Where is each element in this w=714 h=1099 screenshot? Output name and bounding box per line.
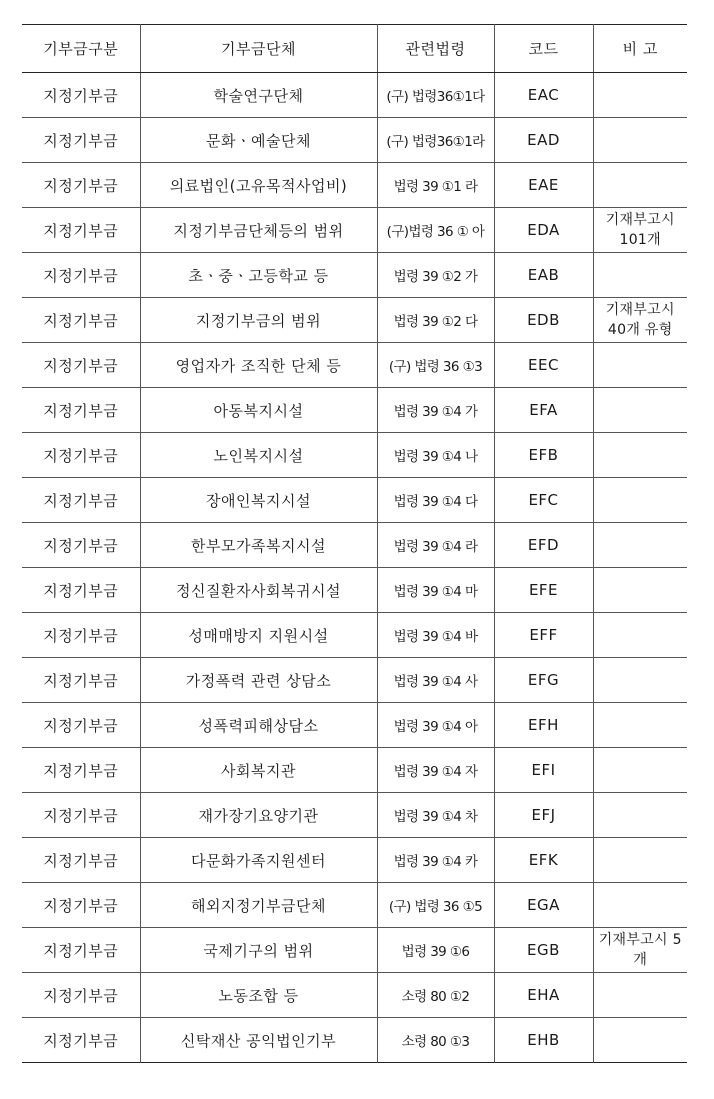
table-row [22, 973, 687, 1018]
donation-code-table [22, 24, 687, 1063]
category-cell: 지정기부금 [22, 388, 140, 433]
category-cell: 지정기부금 [22, 748, 140, 793]
note-cell [593, 613, 687, 658]
category-cell: 지정기부금 [22, 613, 140, 658]
organization-cell: 다문화가족지원센터 [140, 838, 377, 883]
code-cell: EHB [494, 1018, 593, 1063]
organization-cell: 해외지정기부금단체 [140, 883, 377, 928]
table-row [22, 478, 687, 523]
category-cell: 지정기부금 [22, 883, 140, 928]
category-cell: 지정기부금 [22, 658, 140, 703]
category-cell: 지정기부금 [22, 73, 140, 118]
organization-cell: 노인복지시설 [140, 433, 377, 478]
note-cell [593, 118, 687, 163]
code-cell: EFD [494, 523, 593, 568]
table-row [22, 298, 687, 343]
note-cell [593, 163, 687, 208]
code-cell: EGA [494, 883, 593, 928]
organization-cell: 노동조합 등 [140, 973, 377, 1018]
table-row [22, 523, 687, 568]
code-cell: EAD [494, 118, 593, 163]
category-cell: 지정기부금 [43, 1031, 119, 1050]
category-cell: 지정기부금 [22, 703, 140, 748]
note-cell [593, 433, 687, 478]
code-cell: EDA [494, 208, 593, 253]
table-row [22, 433, 687, 478]
organization-cell: 의료법인(고유목적사업비) [140, 163, 377, 208]
law-cell: 법령 39 ①1 라 [377, 163, 494, 208]
table-row [22, 703, 687, 748]
category-cell: 지정기부금 [22, 298, 140, 343]
table-row [22, 748, 687, 793]
law-cell: (구) 법령36①1라 [377, 118, 494, 163]
code-cell: EFK [494, 838, 593, 883]
code-cell: EEC [494, 343, 593, 388]
law-cell: 법령 39 ①4 아 [377, 703, 494, 748]
category-cell: 지정기부금 [22, 928, 140, 973]
header-row [22, 25, 687, 73]
law-cell: 소령 80 ①2 [377, 973, 494, 1018]
category-cell: 지정기부금 [22, 118, 140, 163]
note-cell [593, 478, 687, 523]
category-cell: 지정기부금 [22, 838, 140, 883]
table-row [22, 1018, 687, 1063]
category-cell: 지정기부금 [22, 163, 140, 208]
table-row [22, 343, 687, 388]
code-cell: EFF [494, 613, 593, 658]
organization-cell: 영업자가 조직한 단체 등 [140, 343, 377, 388]
code-cell: EFH [494, 703, 593, 748]
law-cell: 소령 80 ①3 [377, 1018, 494, 1063]
header-note: 비 고 [593, 25, 687, 73]
table-row [22, 73, 687, 118]
law-cell: 법령 39 ①4 라 [377, 523, 494, 568]
law-cell: 법령 39 ①4 마 [377, 568, 494, 613]
table-row [22, 253, 687, 298]
code-cell: EFJ [494, 793, 593, 838]
code-cell: EAC [494, 73, 593, 118]
code-cell: EFA [494, 388, 593, 433]
category-cell: 지정기부금 [22, 568, 140, 613]
category-cell: 지정기부금 [22, 523, 140, 568]
organization-cell: 사회복지관 [140, 748, 377, 793]
note-cell [593, 343, 687, 388]
header-law: 관련법령 [377, 25, 494, 73]
table-row [22, 793, 687, 838]
header-organization: 기부금단체 [140, 25, 377, 73]
code-cell: EFE [494, 568, 593, 613]
table-row [22, 208, 687, 253]
table-row [22, 883, 687, 928]
organization-cell: 지정기부금의 범위 [140, 298, 377, 343]
organization-cell: 국제기구의 범위 [140, 928, 377, 973]
table-header [22, 25, 687, 73]
law-cell: 법령 39 ①2 가 [377, 253, 494, 298]
law-cell: (구) 법령 36 ①3 [377, 343, 494, 388]
law-cell: 법령 39 ①4 사 [377, 658, 494, 703]
category-cell: 지정기부금 [22, 793, 140, 838]
organization-cell: 아동복지시설 [140, 388, 377, 433]
law-cell: 법령 39 ①2 다 [377, 298, 494, 343]
law-cell: 법령 39 ①4 나 [377, 433, 494, 478]
code-cell: EHA [494, 973, 593, 1018]
category-cell: 지정기부금 [22, 973, 140, 1018]
code-cell: EFC [494, 478, 593, 523]
note-cell [593, 658, 687, 703]
law-cell: 법령 39 ①4 다 [377, 478, 494, 523]
table-row [22, 613, 687, 658]
law-cell: 법령 39 ①4 바 [377, 613, 494, 658]
code-cell: EGB [494, 928, 593, 973]
law-cell: 법령 39 ①4 차 [377, 793, 494, 838]
code-cell: EDB [494, 298, 593, 343]
organization-cell: 초ㆍ중ㆍ고등학교 등 [140, 253, 377, 298]
organization-cell: 성매매방지 지원시설 [140, 613, 377, 658]
code-cell: EFB [494, 433, 593, 478]
organization-cell: 지정기부금단체등의 범위 [140, 208, 377, 253]
law-cell: 법령 39 ①4 자 [377, 748, 494, 793]
note-cell: 기재부고시 5개 [593, 928, 687, 973]
note-cell [593, 73, 687, 118]
note-cell: 기재부고시 101개 [593, 208, 687, 253]
organization-cell: 재가장기요양기관 [140, 793, 377, 838]
table-row [22, 118, 687, 163]
organization-cell: 신탁재산 공익법인기부 [140, 1018, 377, 1063]
category-cell: 지정기부금 [22, 478, 140, 523]
category-cell: 지정기부금 [22, 208, 140, 253]
organization-cell: 가정폭력 관련 상담소 [140, 658, 377, 703]
note-cell [593, 883, 687, 928]
note-cell [593, 838, 687, 883]
note-cell [593, 253, 687, 298]
organization-cell: 성폭력피해상담소 [140, 703, 377, 748]
organization-cell: 정신질환자사회복귀시설 [140, 568, 377, 613]
organization-cell: 한부모가족복지시설 [140, 523, 377, 568]
note-cell: 기재부고시 40개 유형 [593, 298, 687, 343]
header-category: 기부금구분 [22, 25, 140, 73]
law-cell: 법령 39 ①6 [377, 928, 494, 973]
note-cell [593, 568, 687, 613]
table-row [22, 658, 687, 703]
code-cell: EAE [494, 163, 593, 208]
law-cell: (구)법령 36 ① 아 [377, 208, 494, 253]
table-body [22, 73, 687, 1063]
note-cell [593, 973, 687, 1018]
category-cell: 지정기부금 [22, 253, 140, 298]
table-row [22, 928, 687, 973]
note-cell [593, 703, 687, 748]
category-cell: 지정기부금 [22, 433, 140, 478]
note-cell [593, 793, 687, 838]
code-cell: EAB [494, 253, 593, 298]
category-cell: 지정기부금 [22, 343, 140, 388]
code-cell: EFG [494, 658, 593, 703]
table-row [22, 388, 687, 433]
table-row [22, 568, 687, 613]
law-cell: (구) 법령36①1다 [377, 73, 494, 118]
table-row [22, 838, 687, 883]
law-cell: 법령 39 ①4 카 [377, 838, 494, 883]
note-cell [593, 748, 687, 793]
header-code: 코드 [494, 25, 593, 73]
note-cell [593, 1018, 687, 1063]
organization-cell: 문화ㆍ예술단체 [140, 118, 377, 163]
note-cell [593, 523, 687, 568]
note-cell [593, 388, 687, 433]
code-cell: EFI [494, 748, 593, 793]
law-cell: 법령 39 ①4 가 [377, 388, 494, 433]
organization-cell: 장애인복지시설 [140, 478, 377, 523]
organization-cell: 학술연구단체 [140, 73, 377, 118]
table-row [22, 163, 687, 208]
law-cell: (구) 법령 36 ①5 [377, 883, 494, 928]
